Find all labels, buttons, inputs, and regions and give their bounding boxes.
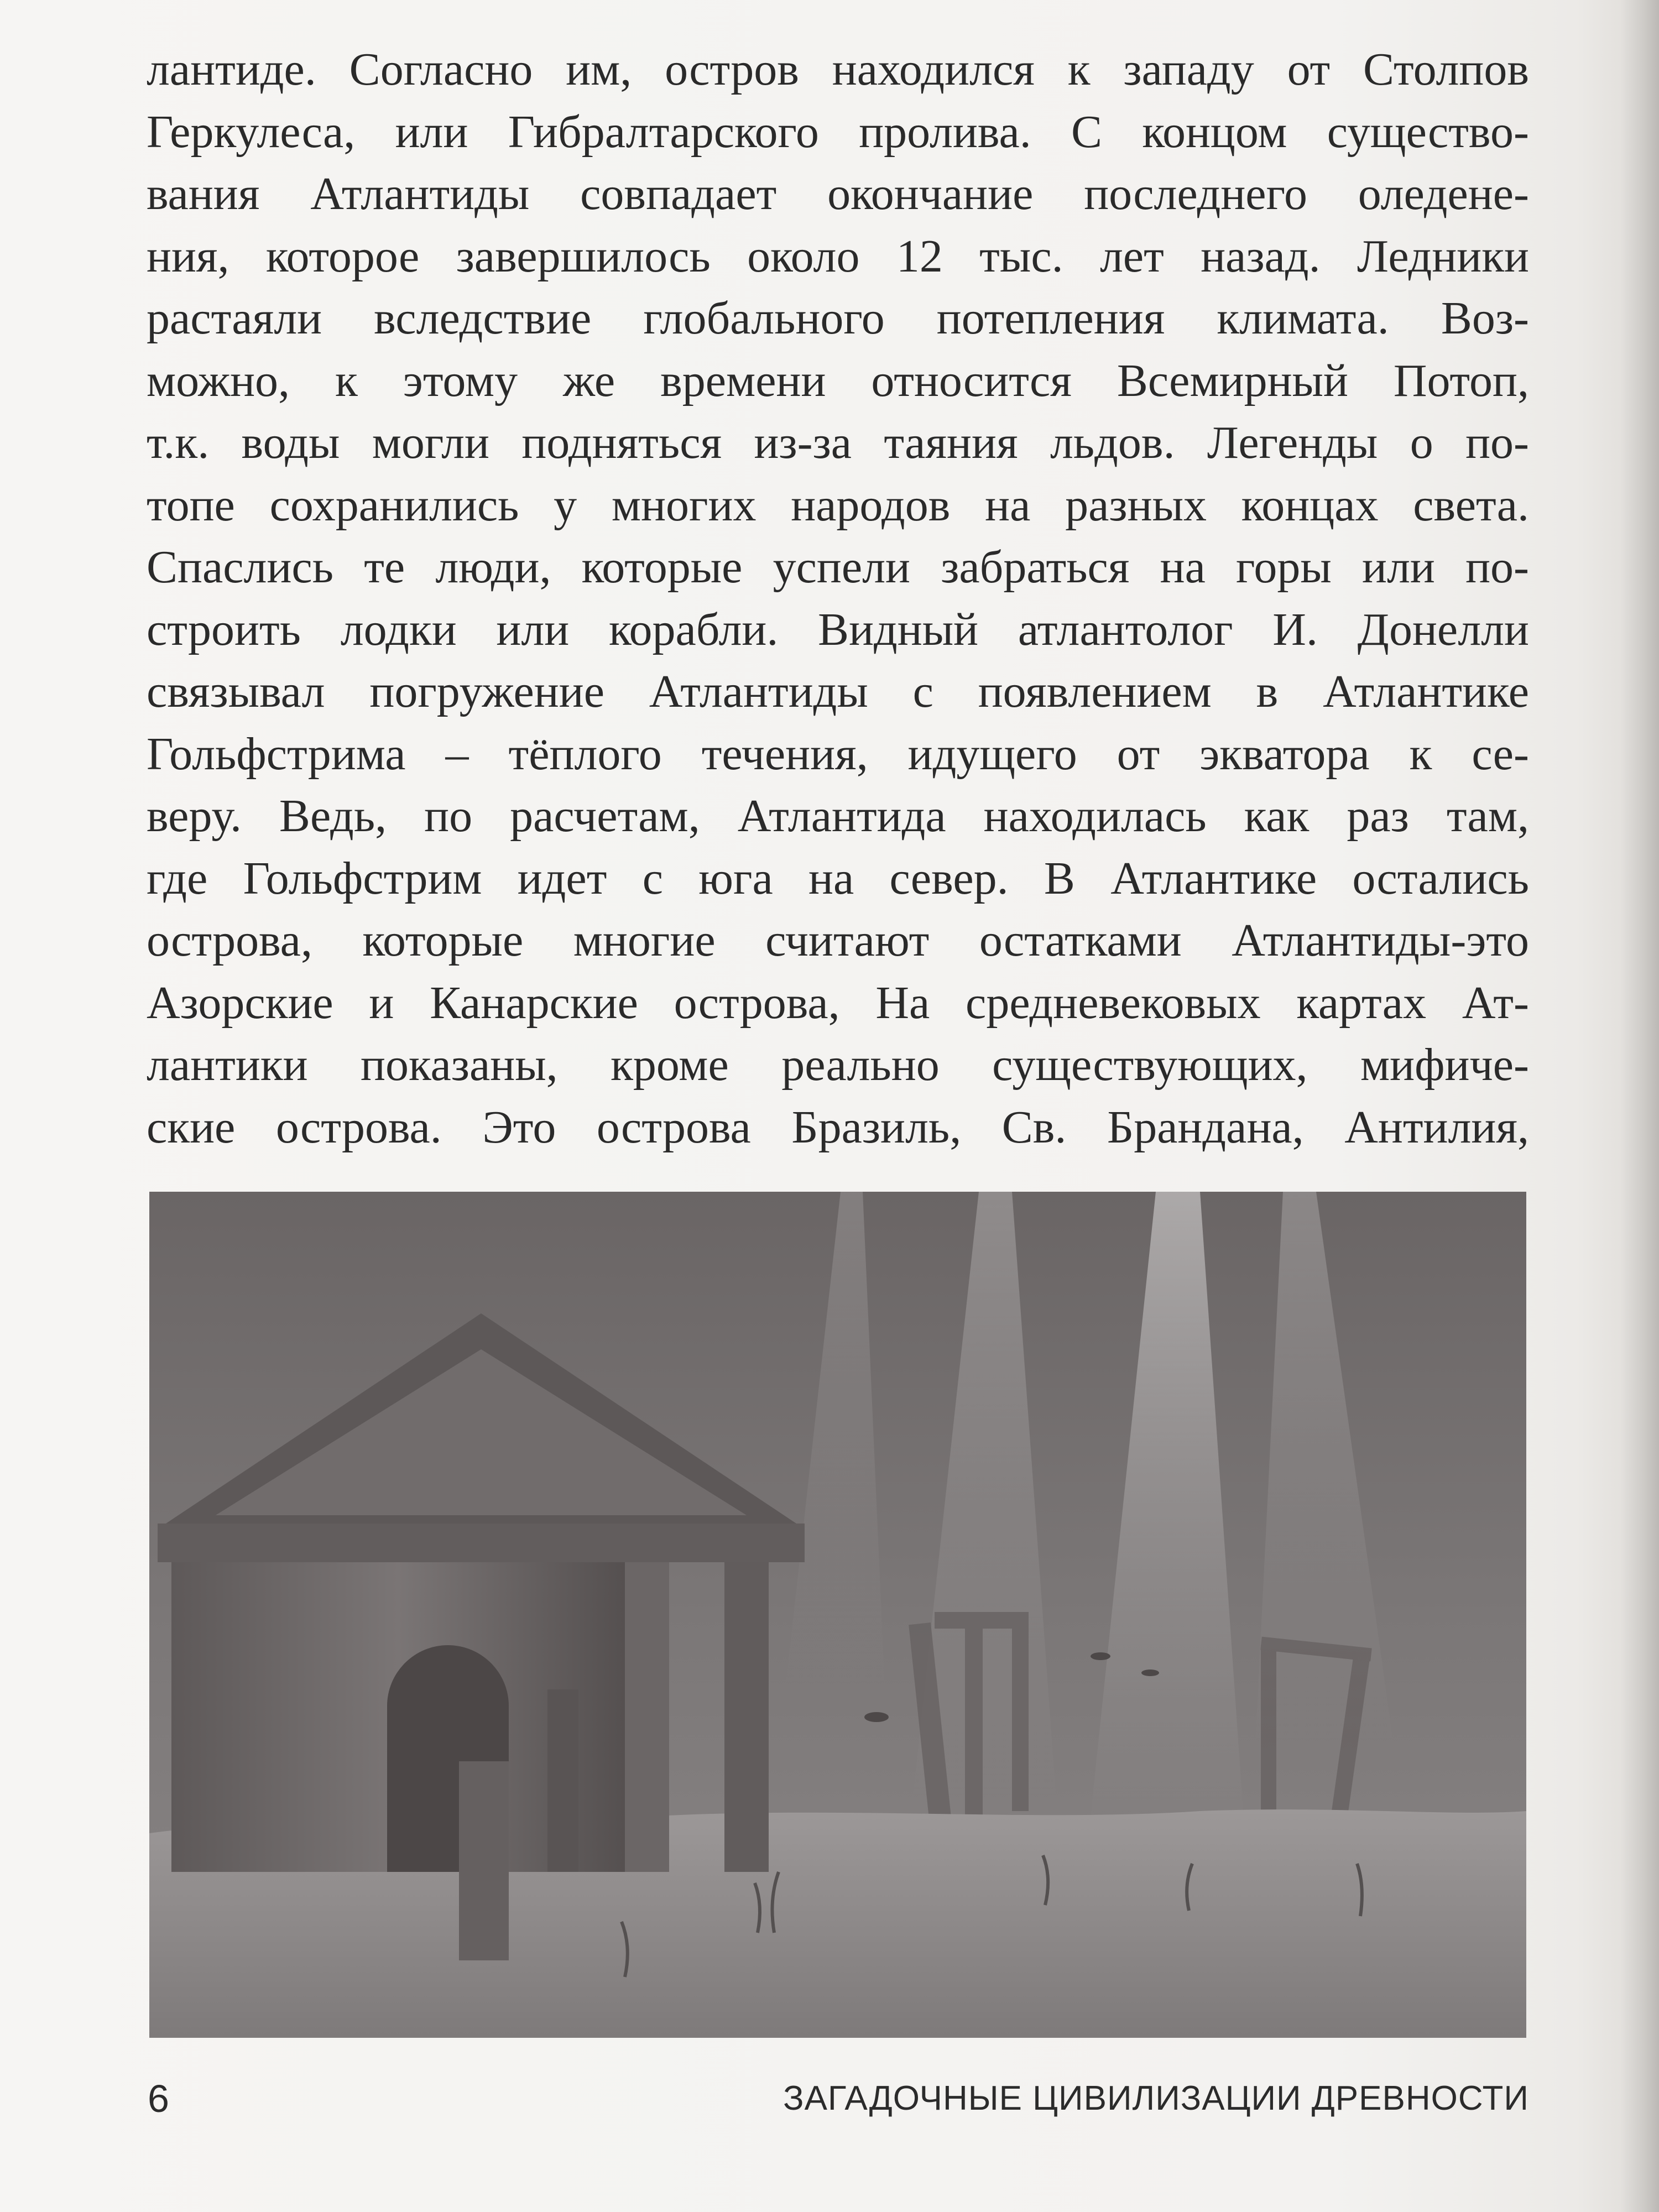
text-line: где Гольфстрим идет с юга на север. В Атлантике остались — [147, 852, 1529, 904]
page-footer — [147, 2071, 1529, 2132]
text-line: веру. Ведь, по расчетам, Атлантида находилась как раз там, — [147, 790, 1529, 842]
underwater-ruins-illustration — [149, 1192, 1526, 2038]
text-line: лантиде. Согласно им, остров находился к западу от Столпов — [147, 44, 1529, 95]
page-edge-shadow — [1620, 0, 1659, 2212]
text-line: строить лодки или корабли. Видный атлантолог И. Донелли — [147, 603, 1529, 655]
running-title: ЗАГАДОЧНЫЕ ЦИВИЛИЗАЦИИ ДРЕВНОСТИ — [783, 2079, 1529, 2117]
text-line: Спаслись те люди, которые успели забраться на горы или по- — [147, 541, 1529, 593]
page-number: 6 — [148, 2077, 169, 2120]
broken-pillar — [459, 1761, 509, 1960]
text-line: топе сохранились у многих народов на разных концах света. — [147, 479, 1529, 531]
text-line: ские острова. Это острова Бразиль, Св. Брандана, Антилия, — [147, 1101, 1529, 1153]
text-line: ния, которое завершилось около 12 тыс. лет назад. Ледники — [147, 230, 1529, 282]
text-line: острова, которые многие считают остатками Атлантиды-это — [147, 915, 1529, 966]
text-line: Азорские и Канарские острова, На средневековых картах Ат- — [147, 977, 1529, 1029]
ruins-scene — [149, 1192, 1526, 2038]
text-line: Геркулеса, или Гибралтарского пролива. С концом существо- — [147, 106, 1529, 158]
text-line: лантики показаны, кроме реально существующих, мифиче- — [147, 1039, 1529, 1091]
text-line: растаяли вследствие глобального потепления климата. Воз- — [147, 293, 1529, 344]
text-line: связывал погружение Атлантиды с появлением в Атлантике — [147, 666, 1529, 717]
body-text — [147, 39, 1529, 1159]
text-line: вания Атлантиды совпадает окончание последнего оледене- — [147, 168, 1529, 220]
text-line: можно, к этому же времени относится Всемирный Потоп, — [147, 354, 1529, 406]
text-line: Гольфстрима – тёплого течения, идущего от экватора к се- — [147, 728, 1529, 780]
text-line: т.к. воды могли подняться из-за таяния льдов. Легенды о по- — [147, 417, 1529, 468]
